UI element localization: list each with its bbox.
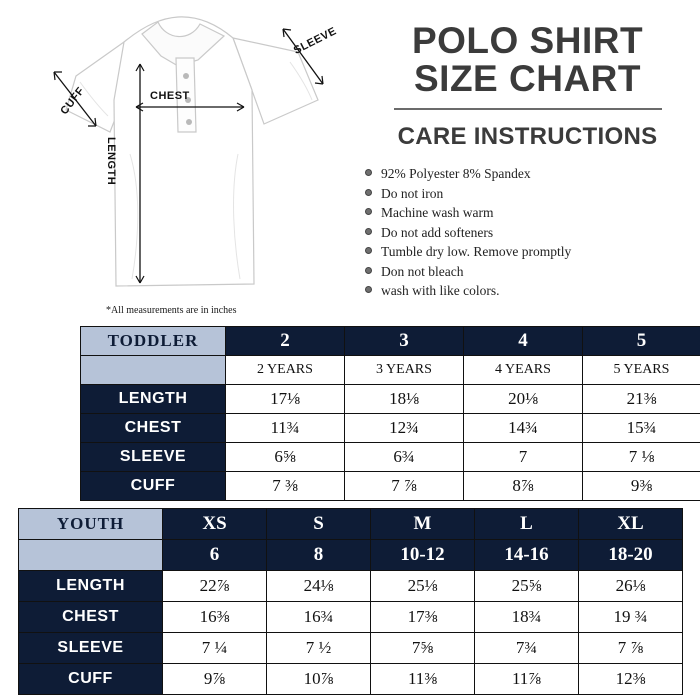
youth-subheader-blank [19, 540, 163, 571]
care-item [363, 224, 700, 242]
bullet-icon [365, 228, 372, 235]
bullet-icon [365, 189, 372, 196]
toddler-row-label-length: LENGTH [81, 385, 226, 414]
care-item [363, 204, 700, 222]
youth-size-2: M [371, 509, 475, 540]
table-row [81, 414, 700, 443]
toddler-row-label-sleeve: SLEEVE [81, 443, 226, 472]
toddler-cuff-4: 8⅞ [464, 472, 583, 501]
label-chest: CHEST [150, 90, 190, 102]
youth-cuff-s: 10⅞ [267, 664, 371, 695]
bullet-icon [365, 247, 372, 254]
youth-length-l: 25⅝ [475, 571, 579, 602]
bullet-icon [365, 208, 372, 215]
care-item-text: Machine wash warm [381, 205, 494, 221]
youth-sleeve-xl: 7 ⅞ [579, 633, 683, 664]
youth-sleeve-m: 7⅝ [371, 633, 475, 664]
youth-size-table [18, 508, 683, 695]
table-row [81, 385, 700, 414]
care-item-text: wash with like colors. [381, 283, 500, 299]
table-row [81, 443, 700, 472]
toddler-length-4: 20⅛ [464, 385, 583, 414]
toddler-sleeve-4: 7 [464, 443, 583, 472]
toddler-cuff-3: 7 ⅞ [345, 472, 464, 501]
youth-category-label: YOUTH [19, 509, 163, 540]
table-row-size-sub [81, 356, 700, 385]
care-item-text: Do not add softeners [381, 224, 494, 240]
toddler-row-label-cuff: CUFF [81, 472, 226, 501]
toddler-size-sub-0: 2 YEARS [226, 356, 345, 385]
toddler-size-2: 4 [464, 327, 583, 356]
youth-chest-l: 18¾ [475, 602, 579, 633]
care-item [363, 165, 700, 183]
table-row [81, 472, 700, 501]
toddler-subheader-blank [81, 356, 226, 385]
toddler-size-sub-3: 5 YEARS [583, 356, 700, 385]
care-item-text: Don not bleach [381, 263, 464, 279]
label-cuff: CUFF [58, 84, 88, 118]
youth-size-4: XL [579, 509, 683, 540]
toddler-length-3: 18⅛ [345, 385, 464, 414]
toddler-size-3: 5 [583, 327, 700, 356]
youth-sleeve-s: 7 ½ [267, 633, 371, 664]
measurement-note: *All measurements are in inches [106, 305, 237, 316]
youth-length-m: 25⅛ [371, 571, 475, 602]
top-section [0, 0, 700, 322]
toddler-sleeve-2: 6⅝ [226, 443, 345, 472]
youth-size-sub-4: 18-20 [579, 540, 683, 571]
shirt-illustration [0, 0, 355, 322]
care-instructions-list [355, 165, 700, 300]
toddler-size-sub-1: 3 YEARS [345, 356, 464, 385]
youth-chest-xl: 19 ¾ [579, 602, 683, 633]
care-item [363, 263, 700, 281]
toddler-length-2: 17⅛ [226, 385, 345, 414]
care-item [363, 185, 700, 203]
toddler-chest-3: 12¾ [345, 414, 464, 443]
youth-row-label-chest: CHEST [19, 602, 163, 633]
toddler-row-label-chest: CHEST [81, 414, 226, 443]
care-instructions-title: CARE INSTRUCTIONS [397, 123, 658, 151]
youth-cuff-xl: 12⅜ [579, 664, 683, 695]
table-row-size-header [81, 327, 700, 356]
youth-sleeve-xs: 7 ¼ [163, 633, 267, 664]
table-row-size-header [19, 509, 683, 540]
table-row [19, 633, 683, 664]
header-text-block [355, 0, 700, 322]
youth-size-sub-0: 6 [163, 540, 267, 571]
toddler-chest-5: 15¾ [583, 414, 700, 443]
toddler-sleeve-3: 6¾ [345, 443, 464, 472]
youth-sleeve-l: 7¾ [475, 633, 579, 664]
youth-size-sub-3: 14-16 [475, 540, 579, 571]
table-row-size-sub [19, 540, 683, 571]
youth-size-sub-2: 10-12 [371, 540, 475, 571]
youth-size-1: S [267, 509, 371, 540]
table-row [19, 664, 683, 695]
toddler-length-5: 21⅜ [583, 385, 700, 414]
youth-chest-s: 16¾ [267, 602, 371, 633]
table-row [19, 602, 683, 633]
toddler-cuff-5: 9⅜ [583, 472, 700, 501]
page-title-line1: POLO SHIRT [411, 20, 644, 61]
toddler-chest-4: 14¾ [464, 414, 583, 443]
toddler-category-label: TODDLER [81, 327, 226, 356]
youth-row-label-sleeve: SLEEVE [19, 633, 163, 664]
youth-chest-xs: 16⅜ [163, 602, 267, 633]
title-divider [394, 108, 662, 110]
toddler-cuff-2: 7 ⅜ [226, 472, 345, 501]
page-title [355, 22, 700, 98]
youth-cuff-l: 11⅞ [475, 664, 579, 695]
youth-length-xl: 26⅛ [579, 571, 683, 602]
page-title-line2: SIZE CHART [414, 58, 641, 100]
bullet-icon [365, 267, 372, 274]
toddler-size-1: 3 [345, 327, 464, 356]
toddler-chest-2: 11¾ [226, 414, 345, 443]
care-item-text: 92% Polyester 8% Spandex [381, 166, 531, 182]
bullet-icon [365, 169, 372, 176]
care-item-text: Do not iron [381, 185, 444, 201]
toddler-size-table [80, 326, 700, 501]
youth-chest-m: 17⅜ [371, 602, 475, 633]
toddler-size-0: 2 [226, 327, 345, 356]
youth-length-s: 24⅛ [267, 571, 371, 602]
toddler-sleeve-5: 7 ⅛ [583, 443, 700, 472]
care-item [363, 243, 700, 261]
toddler-size-sub-2: 4 YEARS [464, 356, 583, 385]
label-length: LENGTH [105, 137, 117, 186]
youth-cuff-xs: 9⅞ [163, 664, 267, 695]
youth-row-label-cuff: CUFF [19, 664, 163, 695]
bullet-icon [365, 286, 372, 293]
youth-size-3: L [475, 509, 579, 540]
youth-cuff-m: 11⅜ [371, 664, 475, 695]
youth-length-xs: 22⅞ [163, 571, 267, 602]
care-item-text: Tumble dry low. Remove promptly [381, 244, 572, 260]
youth-size-0: XS [163, 509, 267, 540]
label-sleeve: SLEEVE [291, 25, 339, 57]
care-item [363, 282, 700, 300]
table-row [19, 571, 683, 602]
youth-row-label-length: LENGTH [19, 571, 163, 602]
youth-size-sub-1: 8 [267, 540, 371, 571]
